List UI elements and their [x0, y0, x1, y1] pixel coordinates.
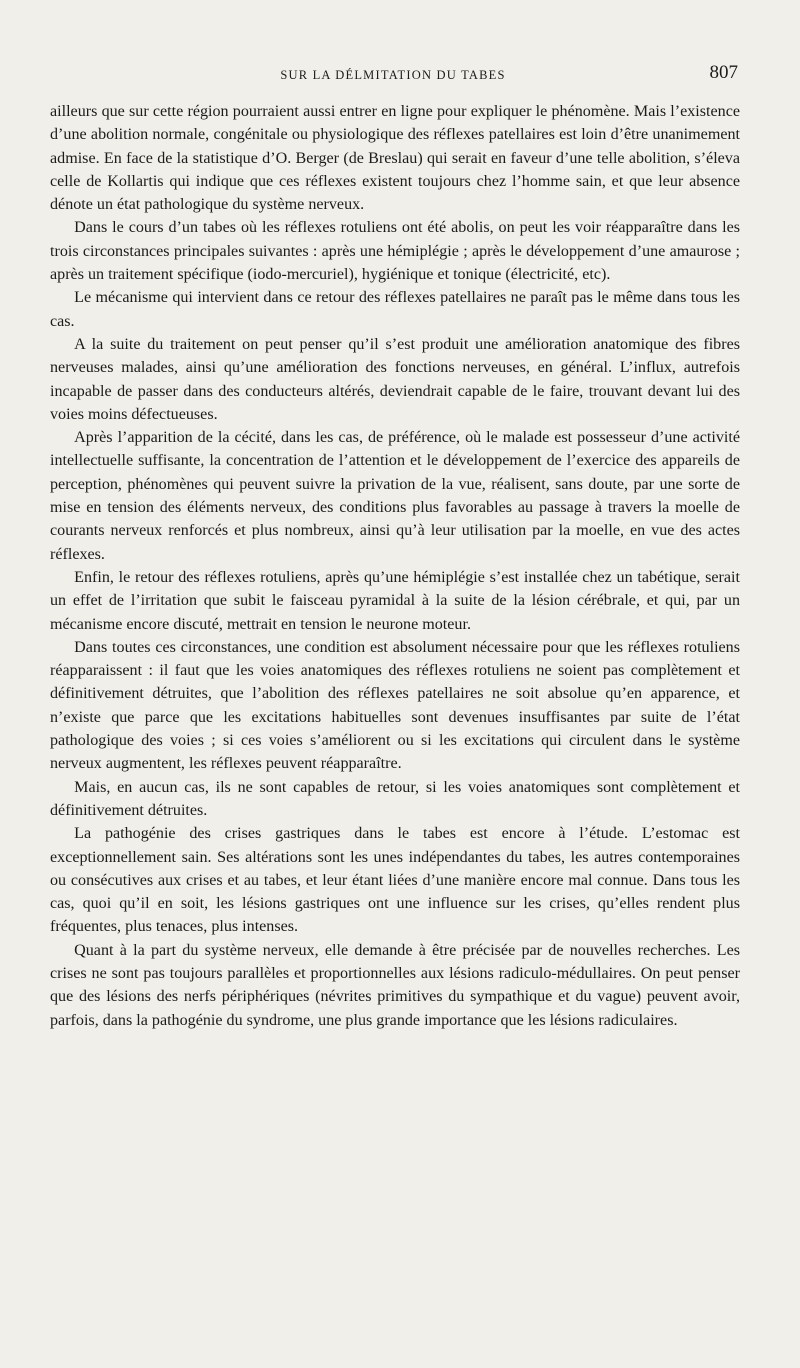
paragraph: Après l’apparition de la cécité, dans les cas, de préférence, où le malade est possesseur d’une activité intellectuelle suffisante, la concentration de l’attention et le développement de l’exercice des appareils de perception, phénomènes qui peuvent suivre la privation de la vue, réalisent, sans doute, par une sorte de mise en tension des éléments nerveux, des conditions plus favorables au passage à travers la moelle de courants nerveux renforcés et plus nombreux, ainsi qu’à leur utilisation par la moelle, en vue des actes réflexes. — [50, 429, 740, 563]
paragraph: Enfin, le retour des réflexes rotuliens, après qu’une hémiplégie s’est installée chez un tabétique, serait un effet de l’irritation que subit le faisceau pyramidal à la suite de la lésion cérébrale, et qui, par un mécanisme encore discuté, mettrait en tension le neurone moteur. — [50, 568, 740, 633]
paragraph: Dans toutes ces circonstances, une condition est absolument nécessaire pour que les réflexes rotuliens réapparaissent : il faut que les voies anatomiques des réflexes rotuliens ne soient pas complètement et définitivement détruites, que l’abolition des réflexes patellaires ne soit absolue qu’en apparence, et n’existe que parce que les excitations habituelles sont devenues insuffisantes par suite de l’état pathologique des voies ; si ces voies s’améliorent ou si les excitations qui circulent dans le système nerveux augmentent, les réflexes peuvent réapparaître. — [50, 638, 740, 773]
paragraph: Le mécanisme qui intervient dans ce retour des réflexes patellaires ne paraît pas le même dans tous les cas. — [50, 289, 740, 330]
paragraph: A la suite du traitement on peut penser qu’il s’est produit une amélioration anatomique des fibres nerveuses malades, ainsi qu’une amélioration des fonctions nerveuses, en général. L’influx, autrefois incapable de passer dans des conducteurs altérés, deviendrait capable de le faire, trouvant devant lui des voies moins défectueuses. — [50, 335, 740, 423]
paragraph: Quant à la part du système nerveux, elle demande à être précisée par de nouvelles recherches. Les crises ne sont pas toujours parallèles et proportionnelles aux lésions radiculo-médullaires. On peut penser que des lésions des nerfs périphériques (névrites primitives du sympathique et du vague) peuvent avoir, parfois, dans la pathogénie du syndrome, une plus grande importance que les lésions radiculaires. — [50, 941, 740, 1029]
paragraph: Dans le cours d’un tabes où les réflexes rotuliens ont été abolis, on peut les voir réapparaître dans les trois circonstances principales suivantes : après une hémiplégie ; après le développement d’une amaurose ; après un traitement spécifique (iodo-mercuriel), hygiénique et tonique (électricité, etc). — [50, 219, 740, 284]
page-number: 807 — [709, 62, 738, 83]
page-header — [48, 62, 738, 90]
paragraph: La pathogénie des crises gastriques dans le tabes est encore à l’étude. L’estomac est exceptionnellement sain. Ses altérations sont les unes indépendantes du tabes, les autres contemporaines ou consécutives aux crises et au tabes, et leur étant liées d’une manière encore mal connue. Dans tous les cas, quoi qu’il en soit, les lésions gastriques ont une influence sur les crises, qu’elles rendent plus fréquentes, plus tenaces, plus intenses. — [50, 825, 740, 936]
paragraph: ailleurs que sur cette région pourraient aussi entrer en ligne pour expliquer le phénomène. Mais l’existence d’une abolition normale, congénitale ou physiologique des réflexes patellaires est loin d’être unanimement admise. En face de la statistique d’O. Berger (de Breslau) qui serait en faveur d’une telle abolition, s’éleva celle de Kollartis qui indique que ces réflexes existent toujours chez l’homme sain, et que leur absence dénote un état pathologique du système nerveux. — [50, 103, 740, 214]
running-head: SUR LA DÉLMITATION DU TABES — [280, 68, 506, 82]
paragraph: Mais, en aucun cas, ils ne sont capables de retour, si les voies anatomiques sont complètement et définitivement détruites. — [50, 778, 740, 819]
page-body — [50, 100, 740, 1032]
